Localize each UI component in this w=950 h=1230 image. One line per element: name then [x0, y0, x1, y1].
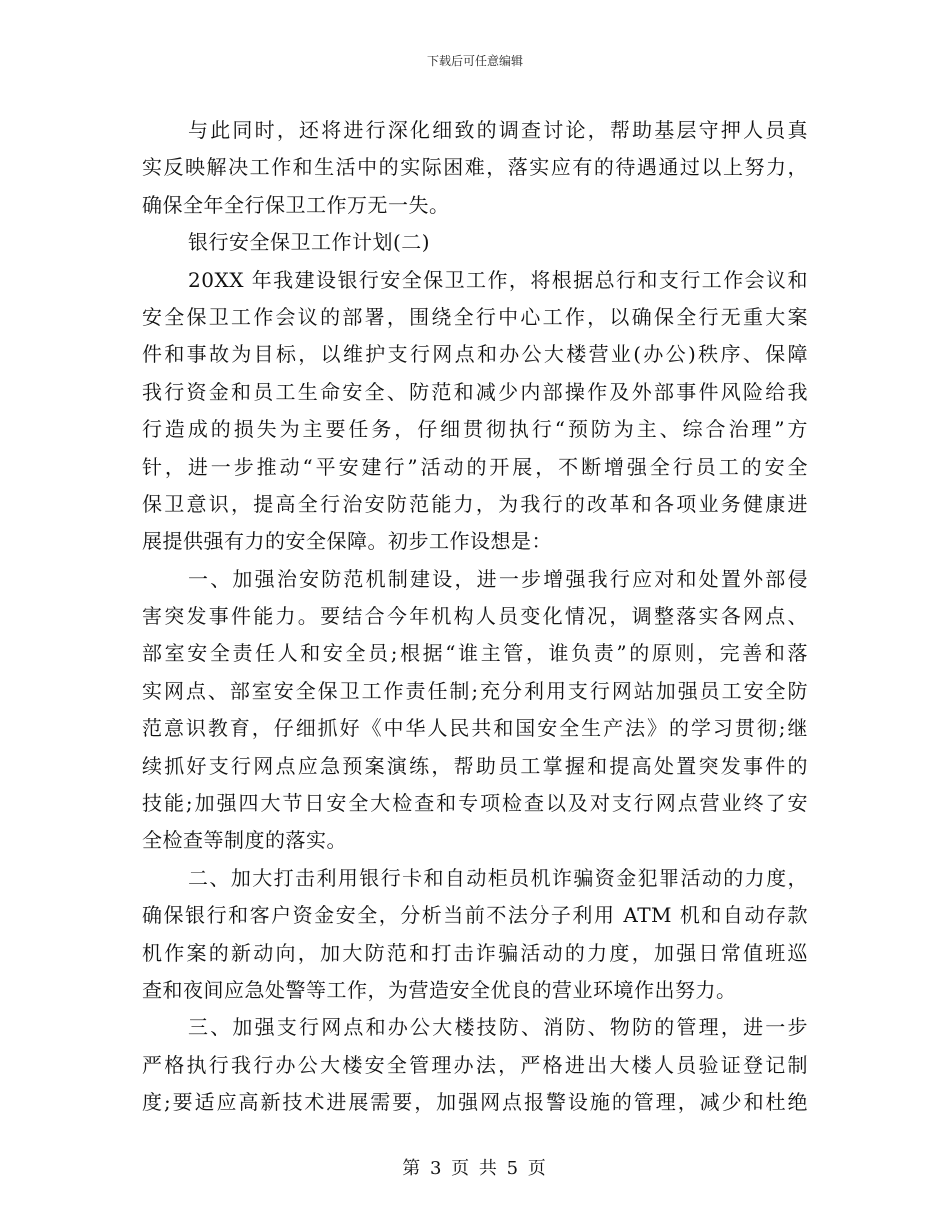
text-line: 查和夜间应急处警等工作，为营造安全优良的营业环境作出努力。 [142, 977, 737, 1002]
text-line: 确保全年全行保卫工作万无一失。 [142, 192, 450, 217]
text-line: 安全保卫工作会议的部署，围绕全行中心工作，以确保全行无重大案 [142, 304, 808, 329]
text-line: 三、加强支行网点和办公大楼技防、消防、物防的管理，进一步 [188, 1015, 808, 1040]
text-line: 度;要适应高新技术进展需要，加强网点报警设施的管理，减少和杜绝 [142, 1090, 808, 1115]
text-line: 件和事故为目标，以维护支行网点和办公大楼营业(办公)秩序、保障 [142, 342, 808, 367]
text-line: 20XX 年我建设银行安全保卫工作，将根据总行和支行工作会议和 [188, 267, 808, 292]
text-line: 实网点、部室安全保卫工作责任制;充分利用支行网站加强员工安全防 [142, 678, 808, 703]
text-line: 我行资金和员工生命安全、防范和减少内部操作及外部事件风险给我 [142, 379, 808, 404]
text-line: 严格执行我行办公大楼安全管理办法，严格进出大楼人员验证登记制 [142, 1052, 808, 1077]
text-line: 机作案的新动向，加大防范和打击诈骗活动的力度，加强日常值班巡 [142, 940, 808, 965]
text-line: 二、加大打击利用银行卡和自动柜员机诈骗资金犯罪活动的力度， [188, 865, 808, 890]
text-line: 与此同时，还将进行深化细致的调查讨论，帮助基层守押人员真 [188, 118, 808, 142]
text-line: 实反映解决工作和生活中的实际困难，落实应有的待遇通过以上努力， [142, 155, 808, 180]
text-line: 确保银行和客户资金安全，分析当前不法分子利用 ATM 机和自动存款 [142, 903, 808, 928]
text-line: 全检查等制度的落实。 [142, 828, 347, 853]
text-line: 展提供强有力的安全保障。初步工作设想是： [142, 529, 552, 554]
document-body [142, 112, 808, 1122]
page-header-note: 下载后可任意编辑 [426, 54, 523, 68]
text-line: 保卫意识，提高全行治安防范能力，为我行的改革和各项业务健康进 [142, 491, 808, 516]
page-number: 第 3 页 共 5 页 [402, 1158, 548, 1179]
text-line: 害突发事件能力。要结合今年机构人员变化情况，调整落实各网点、 [142, 604, 808, 629]
text-line: 一、加强治安防范机制建设，进一步增强我行应对和处置外部侵 [188, 566, 808, 591]
text-line: 范意识教育，仔细抓好《中华人民共和国安全生产法》的学习贯彻;继 [142, 716, 808, 741]
text-line: 部室安全责任人和安全员;根据“谁主管，谁负责”的原则，完善和落 [142, 641, 808, 666]
text-line: 续抓好支行网点应急预案演练，帮助员工掌握和提高处置突发事件的 [142, 753, 808, 778]
text-line: 技能;加强四大节日安全大检查和专项检查以及对支行网点营业终了安 [142, 791, 808, 816]
section-title: 银行安全保卫工作计划(二) [188, 230, 431, 255]
text-line: 行造成的损失为主要任务，仔细贯彻执行“预防为主、综合治理”方 [142, 417, 808, 442]
text-line: 针，进一步推动“平安建行”活动的开展，不断增强全行员工的安全 [142, 454, 808, 479]
